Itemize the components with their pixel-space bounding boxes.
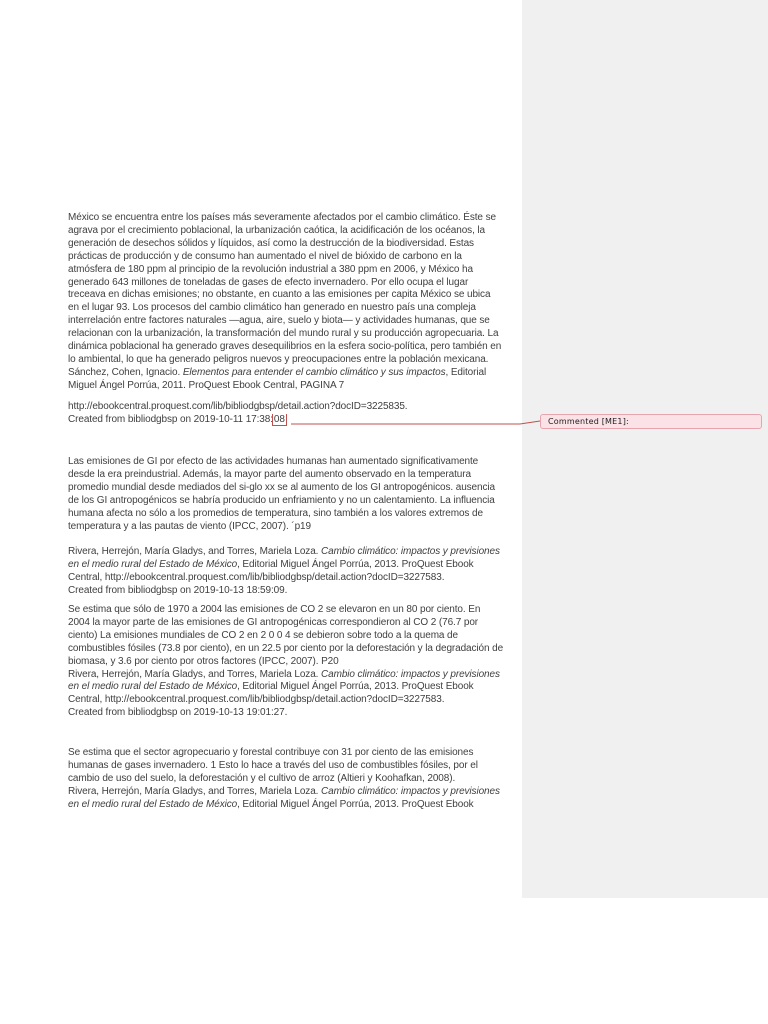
text-line: generado 643 millones de toneladas de gases de efecto invernadero. Por ello ocupa el lugar [68, 276, 469, 288]
citation-line [68, 669, 520, 682]
text-line: de los GI antropogénicos se habría producido un enfriamiento y no un calentamiento. La influencia [68, 494, 495, 506]
citation-publisher: , Editorial [445, 366, 487, 378]
citation-line: Central, http://ebookcentral.proquest.com/lib/bibliodgbsp/detail.action?docID=3227583. [68, 694, 445, 706]
text-line: Se estima que sólo de 1970 a 2004 las emisiones de CO 2 se elevaron en un 80 por ciento. En [68, 604, 481, 615]
citation-line [68, 681, 520, 694]
created-line [68, 414, 520, 427]
citation-title: Cambio climático: impactos y previsiones [321, 668, 500, 680]
citation-title: en el medio rural del Estado de México [68, 798, 238, 810]
text-line: temperatura y a las pautas de viento (IPCC, 2007). ´p19 [68, 520, 311, 532]
citation-authors: Rivera, Herrejón, María Gladys, and Torres, Mariela Loza. [68, 785, 322, 797]
citation-line [68, 559, 520, 572]
text-line: biomasa, y 3.6 por ciento por otros factores (IPCC, 2007). P20 [68, 655, 339, 667]
paragraph-4 [68, 747, 520, 812]
text-line: ciento) La emisiones mundiales de CO 2 en 2 0 0 4 se debieron sobre todo a la quema de [68, 629, 458, 641]
text-line: desde la era preindustrial. Además, la mayor parte del aumento observado en la temperatura [68, 468, 471, 480]
citation-title: en el medio rural del Estado de México [68, 558, 238, 570]
text-line: México se encuentra entre los países más severamente afectados por el cambio climático. Éste se [68, 212, 496, 223]
text-line: Las emisiones de GI por efecto de las actividades humanas han aumentado significativamente [68, 456, 479, 467]
citation-line: Central, http://ebookcentral.proquest.com/lib/bibliodgbsp/detail.action?docID=3227583. [68, 571, 445, 583]
citation-title: en el medio rural del Estado de México [68, 681, 238, 693]
paragraph-3 [68, 604, 520, 720]
citation-authors: Rivera, Herrejón, María Gladys, and Torres, Mariela Loza. [68, 668, 322, 680]
citation-publisher: , Editorial Miguel Ángel Porrúa, 2013. ProQuest Ebook [237, 558, 474, 570]
citation-line: Miguel Ángel Porrúa, 2011. ProQuest Ebook Central, PAGINA 7 [68, 379, 345, 391]
created-text: Created from bibliodgbsp on 2019-10-11 17:38: [68, 413, 273, 425]
text-line: generación de desechos sólidos y líquidos, así como la destrucción de la biodiversidad. Estas [68, 237, 474, 249]
citation-authors: Sánchez, Cohen, Ignacio. [68, 366, 183, 378]
text-line: atmósfera de 180 ppm al principio de la revolución industrial a 380 ppm en 2006, y México ha [68, 263, 473, 275]
comment-bubble[interactable]: Commented [ME1]: [540, 414, 762, 429]
source-url: http://ebookcentral.proquest.com/lib/bibliodgbsp/detail.action?docID=3225835. [68, 401, 408, 412]
text-line: cambio de uso del suelo, la deforestación y el cultivo de arroz (Altieri y Koohafkan, 2008). [68, 772, 456, 784]
text-line: relacionan con la urbanización, la transformación del mundo rural y su producción agropecuaria. La [68, 328, 499, 340]
text-line: interrelación entre factores naturales —agua, aire, suelo y biota— y actividades humanas, que se [68, 315, 490, 327]
text-line: lo ambiental, lo que ha generado peligros nuevos y preocupaciones entre la población mexicana. [68, 353, 489, 365]
paragraph-2 [68, 456, 520, 533]
text-line: promedio mundial desde mediados del si-glo xx se al aumento de los GI antropogénicos. ausencia [68, 481, 495, 493]
text-line: Se estima que el sector agropecuario y forestal contribuye con 31 por ciento de las emisiones [68, 747, 474, 758]
comment-pane [522, 0, 768, 898]
citation-line [68, 546, 520, 559]
text-line: 2004 la mayor parte de las emisiones de GI antropogénicas correspondieron al CO 2 (76.7 por [68, 616, 479, 628]
text-line: prácticas de producción y de consumo han aumentado el nivel de bióxido de carbono en la [68, 250, 462, 262]
citation-title: Cambio climático: impactos y previsiones [321, 546, 500, 557]
text-line: humanas de gases invernadero. 1 Esto lo hace a través del uso de combustibles fósiles, por el [68, 759, 478, 771]
citation-block-2 [68, 546, 520, 598]
citation-title: Elementos para entender el cambio climático y sus impactos [182, 366, 446, 378]
text-line: combustibles fósiles (73.8 por ciento), en un 22.5 por ciento por la deforestación y la degradación de [68, 642, 504, 654]
citation-publisher: , Editorial Miguel Ángel Porrúa, 2013. ProQuest Ebook [237, 798, 474, 810]
text-line: treceava en dichas emisiones; no obstante, en cuanto a las emisiones per capita México se ubica [68, 289, 491, 301]
citation-line [68, 367, 520, 380]
text-line: dinámica poblacional ha generado graves desequilibrios en la esfera socio-política, pero también en [68, 341, 502, 353]
text-line: en el lugar 93. Los procesos del cambio climático han generado en nuestro país una compleja [68, 302, 476, 314]
source-block-1 [68, 401, 520, 427]
citation-line: Created from bibliodgbsp on 2019-10-13 19:01:27. [68, 707, 288, 719]
comment-anchor[interactable]: 08 [273, 413, 285, 425]
citation-line [68, 786, 520, 799]
paragraph-1 [68, 212, 520, 393]
citation-line [68, 799, 520, 812]
text-line: humana afecta no sólo a los promedios de temperatura, sino también a los valores extremos de [68, 507, 483, 519]
citation-title: Cambio climático: impactos y previsiones [321, 785, 500, 797]
citation-authors: Rivera, Herrejón, María Gladys, and Torres, Mariela Loza. [68, 546, 322, 557]
citation-publisher: , Editorial Miguel Ángel Porrúa, 2013. ProQuest Ebook [237, 681, 474, 693]
text-line: agrava por el crecimiento poblacional, la urbanización caótica, la acidificación de los océanos, la [68, 224, 486, 236]
citation-line: Created from bibliodgbsp on 2019-10-13 18:59:09. [68, 584, 288, 596]
